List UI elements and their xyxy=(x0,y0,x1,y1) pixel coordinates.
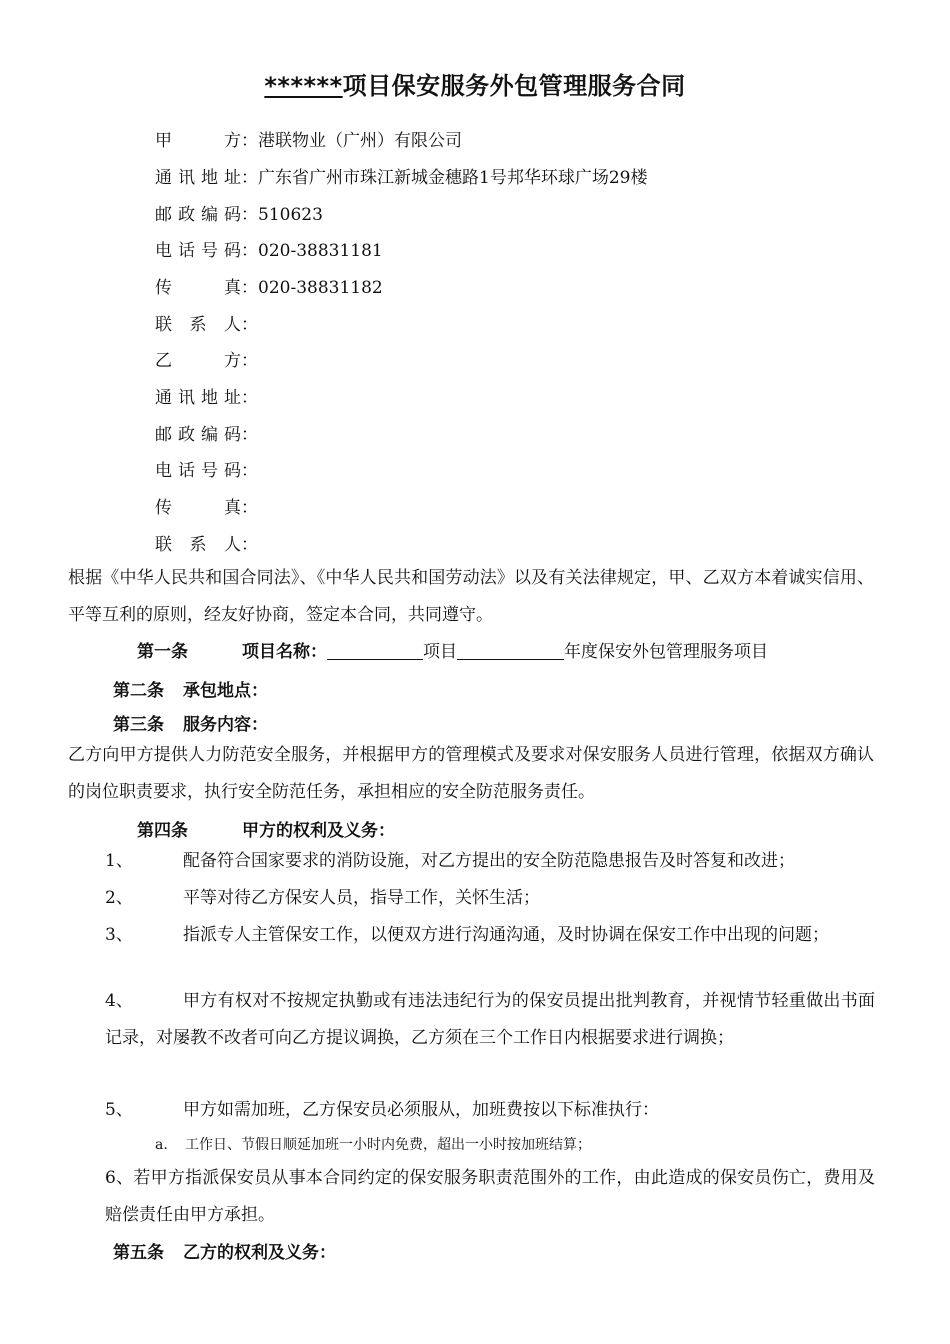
article-2-title: 承包地点： xyxy=(183,681,268,701)
article-4-item: 5、 甲方如需加班，乙方保安员必须服从，加班费按以下标准执行： xyxy=(105,1100,659,1120)
article-3-heading xyxy=(113,710,268,735)
party-b-phone-row: 电话号码： xyxy=(155,461,258,481)
article-3-number: 第三条 xyxy=(113,715,164,735)
party-a-postcode: 510623 xyxy=(258,205,323,225)
party-a-fax: 020-38831182 xyxy=(258,278,383,298)
party-a-phone: 020-38831181 xyxy=(258,241,383,261)
article-1-heading xyxy=(137,637,768,662)
party-a-fax-row: 传真：020-38831182 xyxy=(155,278,383,298)
document-title xyxy=(0,66,950,101)
article-4-heading xyxy=(137,816,395,841)
party-b-name-row: 乙方： xyxy=(155,351,258,371)
party-a-name-row: 甲方：港联物业（广州）有限公司 xyxy=(155,131,462,151)
party-a-phone-row: 电话号码：020-38831181 xyxy=(155,241,383,261)
party-b-fax-row: 传真： xyxy=(155,498,258,518)
article-1-mid-text: 项目 xyxy=(423,642,457,662)
party-b-postcode-row: 邮政编码： xyxy=(155,425,258,445)
project-name-blank[interactable] xyxy=(327,641,423,660)
article-4-item: 3、 指派专人主管保安工作，以便双方进行沟通沟通，及时协调在保安工作中出现的问题； xyxy=(105,925,829,945)
party-b-address-row: 通讯地址： xyxy=(155,388,258,408)
party-a-address-row: 通讯地址：广东省广州市珠江新城金穗路1号邦华环球广场29楼 xyxy=(155,168,648,188)
party-a-postcode-row: 邮政编码：510623 xyxy=(155,205,323,225)
article-4-item: 2、 平等对待乙方保安人员，指导工作，关怀生活； xyxy=(105,888,540,908)
party-a-address: 广东省广州市珠江新城金穗路1号邦华环球广场29楼 xyxy=(258,168,648,188)
title-project-placeholder: ****** xyxy=(264,72,343,100)
party-a-contact-row: 联系人： xyxy=(155,315,258,335)
article-5-heading xyxy=(113,1238,336,1263)
article-4-item-6: 6、若甲方指派保安员从事本合同约定的保安服务职责范围外的工作，由此造成的保安员伤亡，费用及赔偿责任由甲方承担。 xyxy=(105,1168,875,1225)
article-4-item: 1、 配备符合国家要求的消防设施，对乙方提出的安全防范隐患报告及时答复和改进； xyxy=(105,851,795,871)
article-5-title: 乙方的权利及义务： xyxy=(183,1243,336,1263)
article-4-title: 甲方的权利及义务： xyxy=(242,821,395,841)
article-5-number: 第五条 xyxy=(113,1243,164,1263)
party-a-name: 港联物业（广州）有限公司 xyxy=(258,131,462,151)
article-2-heading xyxy=(113,676,268,701)
article-3-title: 服务内容： xyxy=(183,715,268,735)
article-2-number: 第二条 xyxy=(113,681,164,701)
preamble-paragraph: 根据《中华人民共和国合同法》、《中华人民共和国劳动法》以及有关法律规定，甲、乙双方本着诚实信用、平等互利的原则，经友好协商，签定本合同，共同遵守。 xyxy=(68,568,874,625)
title-text: 项目保安服务外包管理服务合同 xyxy=(342,72,686,100)
article-4-number: 第四条 xyxy=(137,821,188,841)
article-4-item: 4、 甲方有权对不按规定执勤或有违法违纪行为的保安员提出批判教育，并视情节轻重做出书面记录，对屡教不改者可向乙方提议调换，乙方须在三个工作日内根据要求进行调换； xyxy=(105,991,875,1048)
article-4-sub-item-a: a. 工作日、节假日顺延加班一小时内免费，超出一小时按加班结算； xyxy=(155,1137,591,1153)
article-1-title: 项目名称： xyxy=(242,642,327,662)
article-1-number: 第一条 xyxy=(137,642,188,662)
party-b-contact-row: 联系人： xyxy=(155,535,258,555)
article-3-body: 乙方向甲方提供人力防范安全服务，并根据甲方的管理模式及要求对保安服务人员进行管理，依据双方确认的岗位职责要求，执行安全防范任务，承担相应的安全防范服务责任。 xyxy=(68,745,874,802)
article-1-tail-text: 年度保安外包管理服务项目 xyxy=(564,642,768,662)
project-year-blank[interactable] xyxy=(457,641,564,660)
